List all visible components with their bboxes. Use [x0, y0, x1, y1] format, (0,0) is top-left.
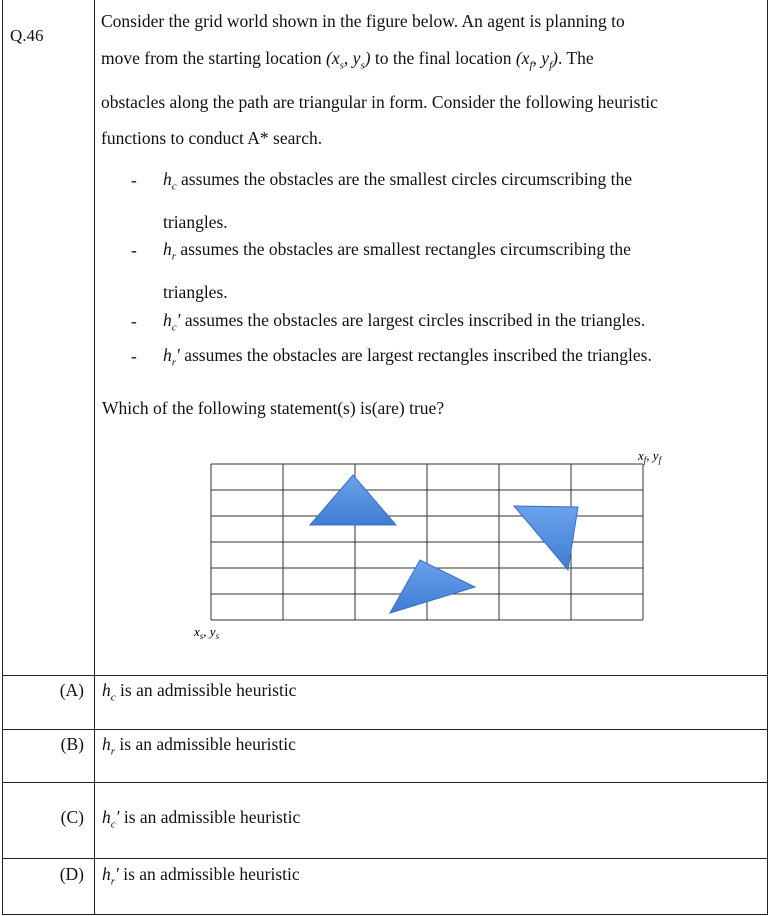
bullet-item: $h_r'$ assumes the obstacles are largest rectangles inscribed the triangles.	[163, 345, 652, 369]
intro-line: functions to conduct A* search.	[101, 128, 323, 148]
start-label: $x_s$, $y_s$	[194, 624, 220, 641]
bullet-dash: -	[131, 346, 137, 366]
triangle-obstacle	[514, 506, 578, 570]
bullet-item: $h_c$ assumes the obstacles are the smallest circles circumscribing the triangles.	[163, 169, 632, 232]
final-label: $x_f$, $y_f$	[638, 448, 662, 465]
row-divider	[3, 782, 767, 783]
row-divider	[3, 729, 767, 730]
option-c-text[interactable]: $h_c'$ is an admissible heuristic	[102, 807, 301, 831]
bullet-dash: -	[131, 240, 137, 260]
question-intro	[101, 3, 751, 157]
grid-world-svg	[180, 440, 700, 650]
row-divider	[3, 675, 767, 676]
final-location-symbol: ($x_f$, $y_f$)	[515, 47, 558, 71]
option-d-label[interactable]: (D)	[59, 864, 84, 884]
question-number: Q.46	[10, 26, 44, 45]
row-divider	[3, 858, 767, 859]
intro-line: Consider the grid world shown in the figure below. An agent is planning to	[101, 11, 625, 31]
bullet-item: $h_c'$ assumes the obstacles are largest circles inscribed in the triangles.	[163, 310, 646, 334]
grid-world-figure	[180, 440, 700, 650]
column-divider	[94, 0, 95, 914]
option-b-text[interactable]: $h_r$ is an admissible heuristic	[102, 734, 296, 758]
bullet-dash: -	[131, 170, 137, 190]
bullet-dash: -	[131, 311, 137, 331]
option-c-label[interactable]: (C)	[60, 807, 84, 827]
option-b-label[interactable]: (B)	[60, 734, 84, 754]
start-location-symbol: ($x_s$, $y_s$)	[326, 47, 371, 71]
intro-line: obstacles along the path are triangular in form. Consider the following heuristic	[101, 91, 658, 112]
triangle-obstacle	[310, 475, 396, 525]
bullet-item: $h_r$ assumes the obstacles are smallest rectangles circumscribing the triangles.	[163, 239, 631, 302]
option-d-text[interactable]: $h_r'$ is an admissible heuristic	[102, 864, 300, 888]
intro-line: move from the starting location ($x_s$, $y_s$) to the final location ($x_f$, $y_f$). The	[101, 47, 594, 71]
question-prompt: Which of the following statement(s) is(are) true?	[102, 398, 445, 418]
option-a-text[interactable]: $h_c$ is an admissible heuristic	[102, 680, 297, 704]
option-a-label[interactable]: (A)	[59, 680, 84, 700]
